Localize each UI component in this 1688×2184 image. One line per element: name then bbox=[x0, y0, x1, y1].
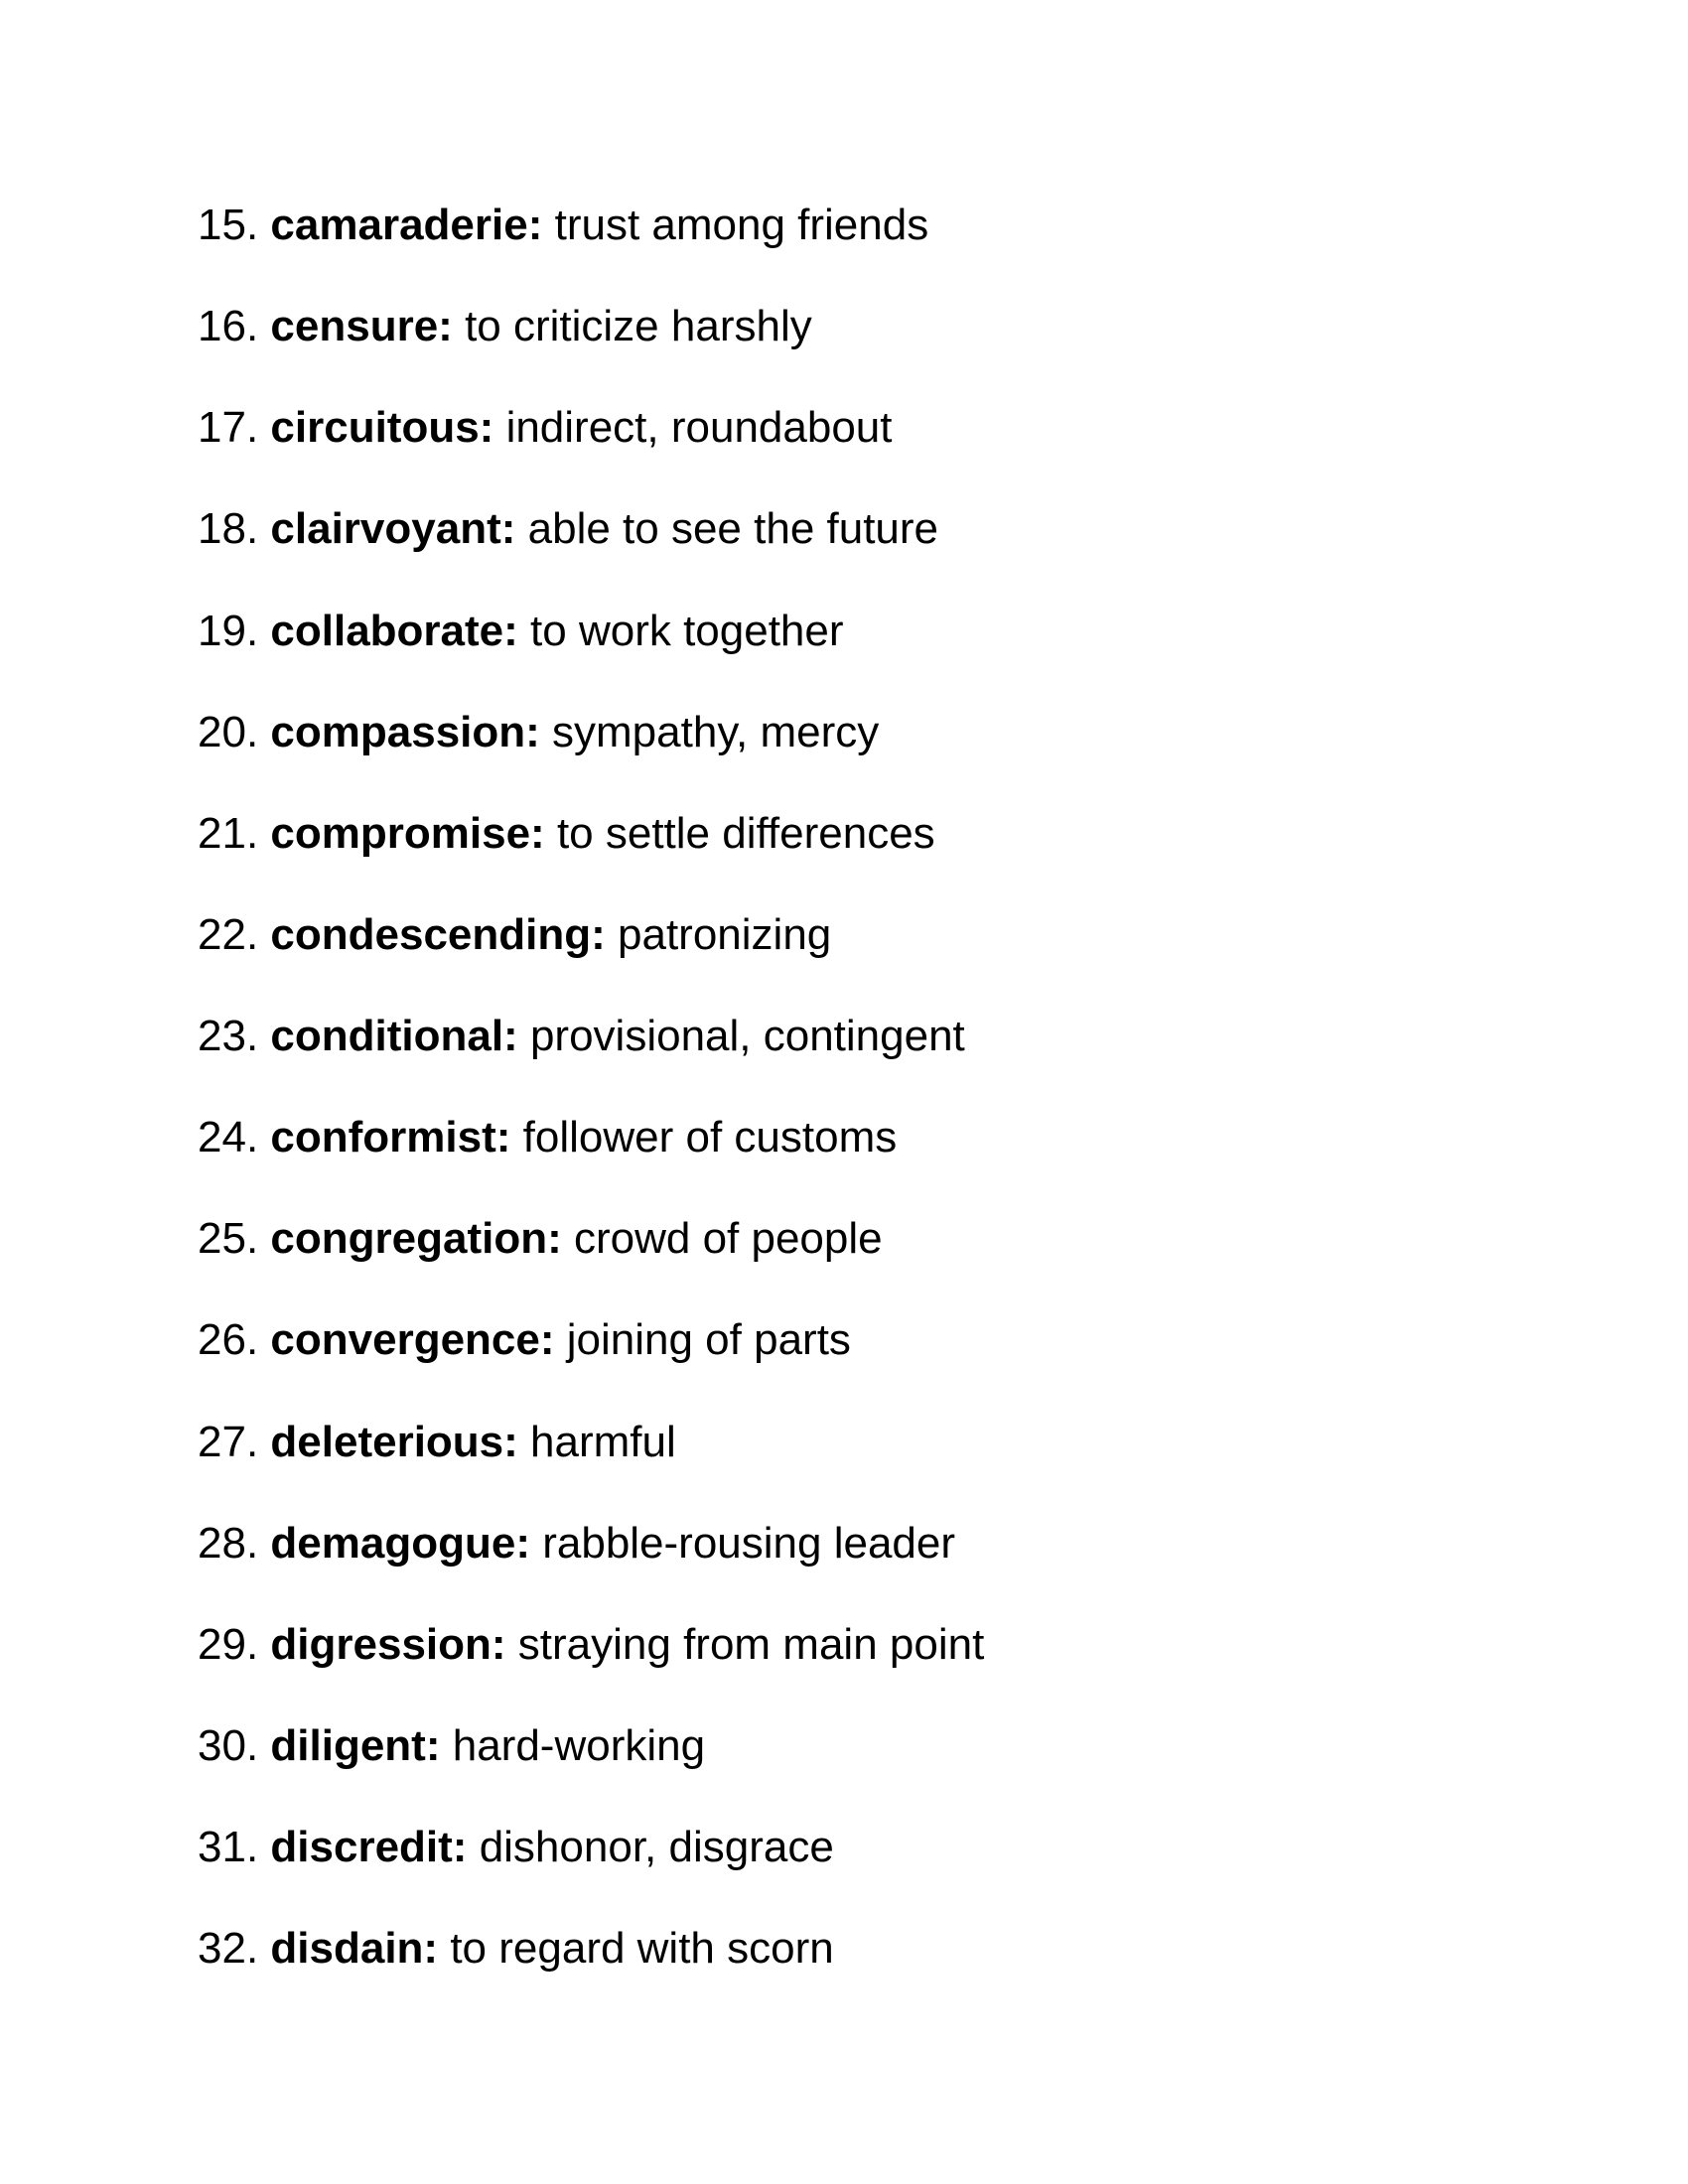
vocab-entry bbox=[198, 783, 984, 885]
entry-term: camaraderie: bbox=[270, 201, 543, 249]
entry-term: disdain: bbox=[270, 1924, 439, 1974]
vocab-entry bbox=[198, 1594, 984, 1696]
vocab-entry bbox=[198, 478, 984, 580]
entry-term: conformist: bbox=[270, 1113, 511, 1162]
vocab-entry bbox=[198, 175, 984, 276]
entry-number: 25. bbox=[198, 1214, 259, 1264]
entry-definition: dishonor, disgrace bbox=[479, 1823, 834, 1871]
entry-number: 31. bbox=[198, 1823, 259, 1871]
entry-definition: crowd of people bbox=[573, 1214, 883, 1264]
entry-definition: to settle differences bbox=[556, 808, 935, 858]
entry-definition: sympathy, mercy bbox=[552, 707, 880, 756]
entry-term: clairvoyant: bbox=[270, 504, 516, 554]
entry-number: 24. bbox=[198, 1113, 259, 1162]
vocab-entry bbox=[198, 1392, 984, 1493]
entry-definition: indirect, roundabout bbox=[505, 403, 893, 453]
entry-number: 15. bbox=[198, 201, 259, 249]
entry-number: 23. bbox=[198, 1012, 259, 1060]
vocab-entry bbox=[198, 276, 984, 377]
entry-number: 26. bbox=[198, 1315, 259, 1365]
entry-term: censure: bbox=[270, 302, 453, 351]
vocab-entry bbox=[198, 885, 984, 986]
entry-term: demagogue: bbox=[270, 1518, 530, 1568]
entry-term: conditional: bbox=[270, 1012, 518, 1060]
entry-term: discredit: bbox=[270, 1823, 468, 1871]
entry-number: 19. bbox=[198, 606, 259, 655]
vocab-entry bbox=[198, 1898, 984, 1999]
entry-term: diligent: bbox=[270, 1720, 441, 1770]
entry-number: 32. bbox=[198, 1924, 259, 1974]
entry-term: deleterious: bbox=[270, 1417, 518, 1466]
entry-number: 22. bbox=[198, 909, 259, 959]
entry-definition: to criticize harshly bbox=[465, 302, 812, 351]
entry-definition: provisional, contingent bbox=[529, 1012, 965, 1060]
vocab-entry bbox=[198, 581, 984, 682]
entry-number: 16. bbox=[198, 302, 259, 351]
entry-number: 30. bbox=[198, 1720, 259, 1770]
entry-definition: to work together bbox=[530, 606, 844, 655]
entry-number: 17. bbox=[198, 403, 259, 453]
vocab-entry bbox=[198, 986, 984, 1087]
entry-number: 21. bbox=[198, 808, 259, 858]
entry-number: 28. bbox=[198, 1518, 259, 1568]
entry-number: 27. bbox=[198, 1417, 259, 1466]
entry-definition: rabble-rousing leader bbox=[542, 1518, 956, 1568]
entry-definition: straying from main point bbox=[517, 1619, 985, 1669]
vocab-entry bbox=[198, 682, 984, 783]
entry-definition: harmful bbox=[530, 1417, 676, 1466]
entry-definition: patronizing bbox=[618, 909, 832, 959]
entry-definition: to regard with scorn bbox=[450, 1924, 834, 1974]
entry-term: convergence: bbox=[270, 1315, 555, 1365]
vocab-entry bbox=[198, 377, 984, 478]
entry-term: compromise: bbox=[270, 808, 545, 858]
vocab-entry bbox=[198, 1087, 984, 1188]
entry-definition: hard-working bbox=[452, 1720, 706, 1770]
entry-term: digression: bbox=[270, 1619, 506, 1669]
entry-term: circuitous: bbox=[270, 403, 494, 453]
entry-term: condescending: bbox=[270, 909, 606, 959]
entry-definition: joining of parts bbox=[566, 1315, 851, 1365]
entry-number: 18. bbox=[198, 504, 259, 554]
entry-term: collaborate: bbox=[270, 606, 518, 655]
entry-definition: follower of customs bbox=[522, 1113, 898, 1162]
entry-number: 20. bbox=[198, 707, 259, 756]
vocabulary-list bbox=[198, 175, 984, 1999]
vocab-entry bbox=[198, 1290, 984, 1391]
entry-definition: able to see the future bbox=[527, 504, 939, 554]
entry-number: 29. bbox=[198, 1619, 259, 1669]
vocab-entry bbox=[198, 1493, 984, 1594]
vocab-entry bbox=[198, 1797, 984, 1898]
entry-term: compassion: bbox=[270, 707, 540, 756]
vocab-entry bbox=[198, 1696, 984, 1797]
entry-definition: trust among friends bbox=[554, 201, 929, 249]
vocab-entry bbox=[198, 1188, 984, 1290]
entry-term: congregation: bbox=[270, 1214, 562, 1264]
